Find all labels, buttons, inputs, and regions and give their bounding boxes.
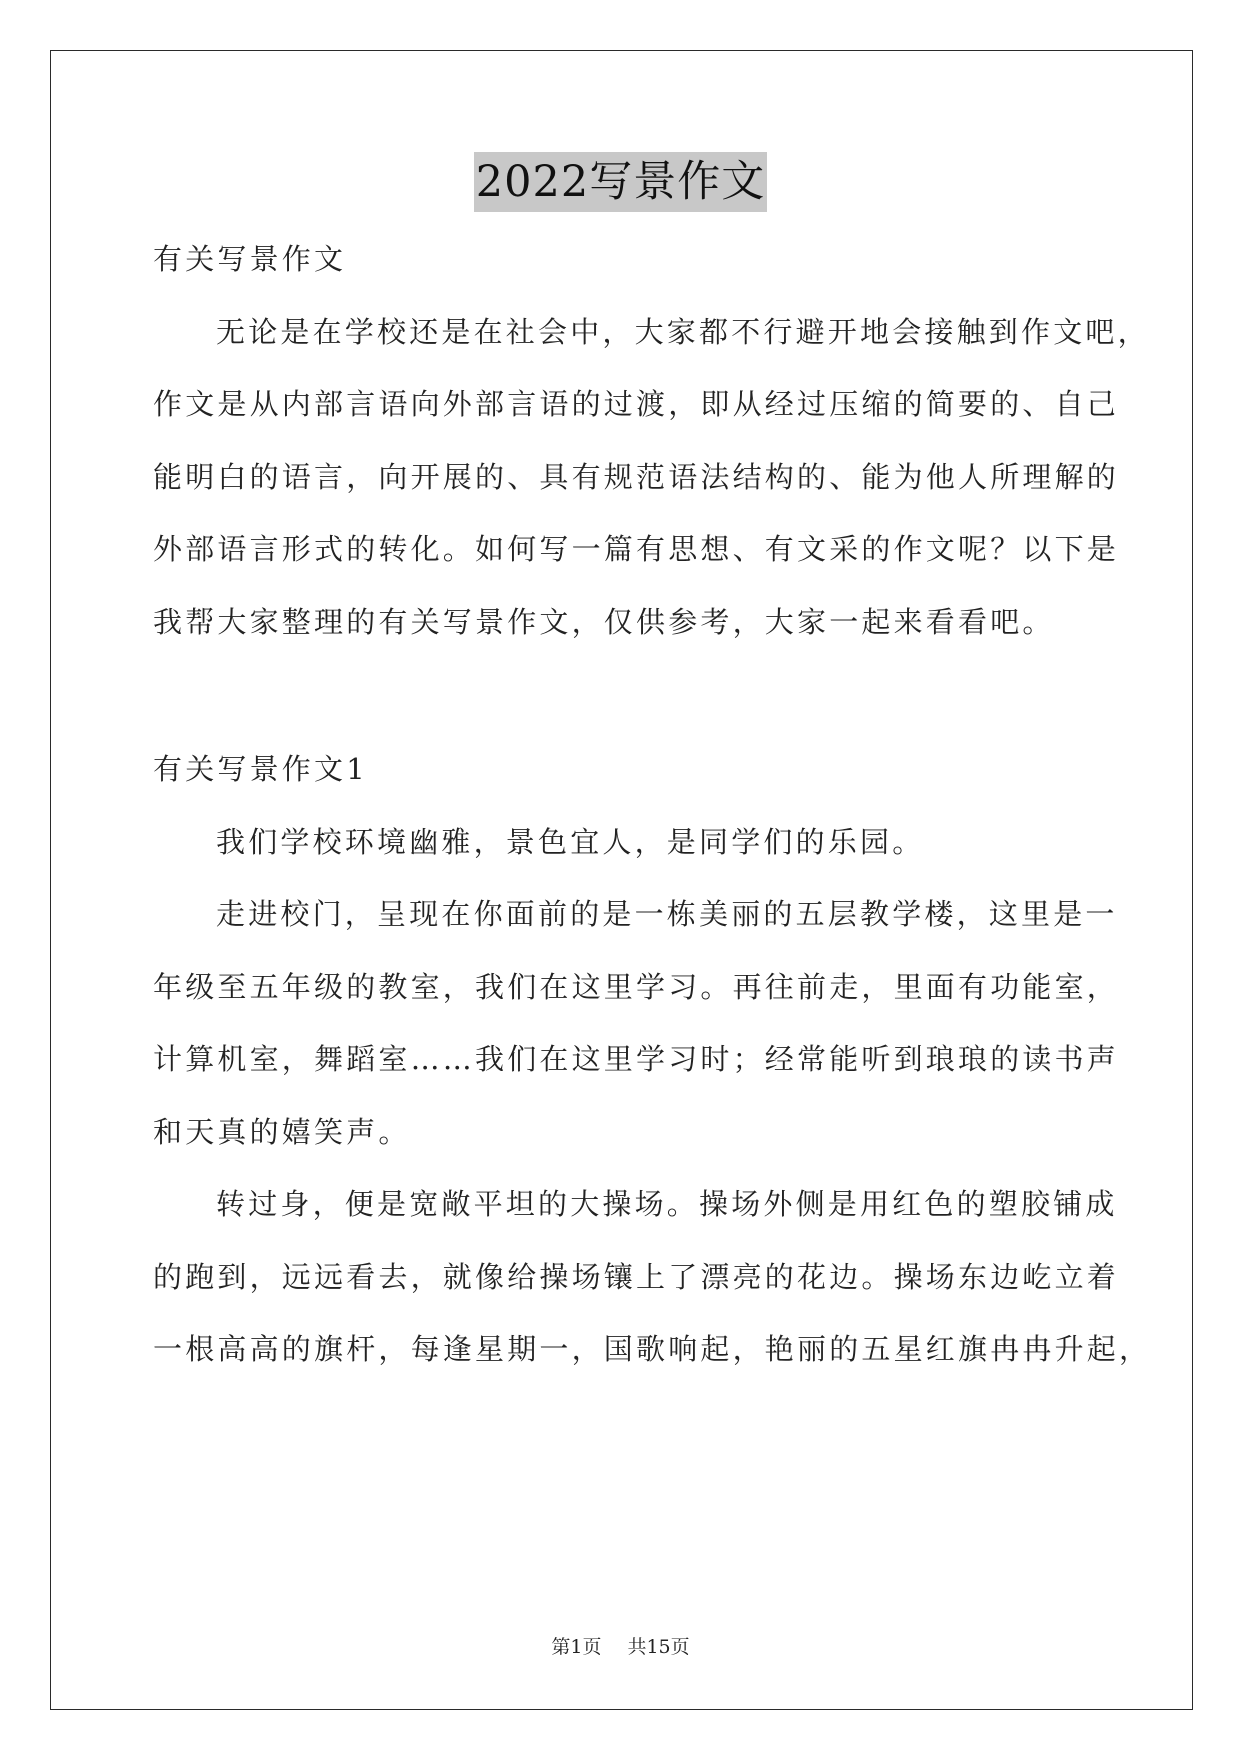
paragraph-line: 和天真的嬉笑声。	[153, 1115, 411, 1149]
page-total: 共15页	[627, 1636, 690, 1658]
page-border	[50, 50, 1193, 1710]
paragraph-line: 走进校门，呈现在你面前的是一栋美丽的五层教学楼，这里是一	[216, 897, 1118, 931]
paragraph-line: 作文是从内部言语向外部言语的过渡，即从经过压缩的简要的、自己	[153, 387, 1120, 421]
paragraph-line: 年级至五年级的教室，我们在这里学习。再往前走，里面有功能室，	[153, 970, 1120, 1004]
paragraph-line: 转过身，便是宽敞平坦的大操场。操场外侧是用红色的塑胶铺成	[216, 1187, 1118, 1221]
section-heading: 有关写景作文1	[153, 752, 368, 786]
title-container	[0, 152, 1241, 212]
paragraph-line: 无论是在学校还是在社会中，大家都不行避开地会接触到作文吧，	[216, 315, 1150, 349]
paragraph-line: 的跑到，远远看去，就像给操场镶上了漂亮的花边。操场东边屹立着	[153, 1260, 1120, 1294]
paragraph-line: 计算机室，舞蹈室……我们在这里学习时；经常能听到琅琅的读书声	[153, 1042, 1120, 1076]
paragraph-line: 一根高高的旗杆，每逢星期一，国歌响起，艳丽的五星红旗冉冉升起，	[153, 1332, 1152, 1366]
document-title: 2022写景作文	[474, 152, 767, 212]
page-number: 第1页	[551, 1636, 602, 1658]
paragraph-line: 能明白的语言，向开展的、具有规范语法结构的、能为他人所理解的	[153, 460, 1120, 494]
section-heading: 有关写景作文	[153, 242, 347, 276]
paragraph-line: 我帮大家整理的有关写景作文，仅供参考，大家一起来看看吧。	[153, 605, 1055, 639]
page-footer	[0, 1632, 1241, 1659]
paragraph-line: 外部语言形式的转化。如何写一篇有思想、有文采的作文呢？以下是	[153, 532, 1120, 566]
paragraph-line: 我们学校环境幽雅，景色宜人，是同学们的乐园。	[216, 825, 925, 859]
